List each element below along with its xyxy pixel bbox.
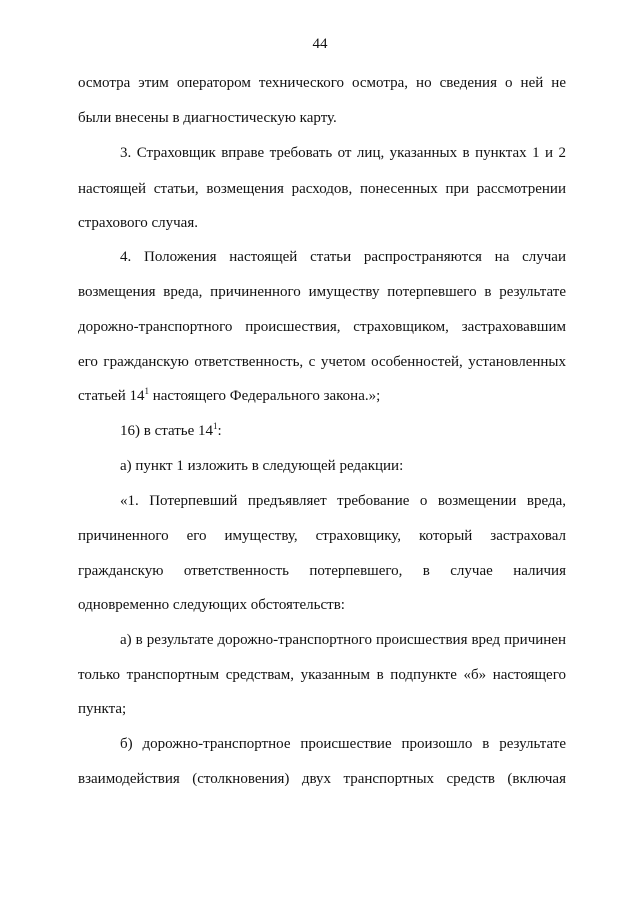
text-fragment: : (217, 423, 222, 439)
superscript: 1 (144, 386, 149, 396)
text-line: осмотра этим оператором технического осмотра, но сведения о ней не (78, 75, 566, 91)
text-line: а) в результате дорожно-транспортного происшествия вред причинен (120, 632, 566, 648)
text-line: 3. Страховщик вправе требовать от лиц, указанных в пунктах 1 и 2 (120, 145, 566, 161)
text-line: пункта; (78, 701, 127, 717)
text-line: были внесены в диагностическую карту. (78, 110, 337, 126)
text-fragment: статьей 14 (78, 388, 145, 404)
text-line: б) дорожно-транспортное происшествие произошло в результате (120, 736, 566, 752)
text-fragment: настоящего Федерального закона.»; (149, 388, 381, 404)
text-line: «1. Потерпевший предъявляет требование о возмещении вреда, (120, 493, 566, 509)
text-line: а) пункт 1 изложить в следующей редакции: (120, 458, 404, 474)
text-line: взаимодействия (столкновения) двух транспортных средств (включая (78, 771, 566, 787)
text-line: возмещения вреда, причиненного имуществу потерпевшего в результате (78, 284, 566, 300)
text-line: только транспортным средствам, указанным в подпункте «б» настоящего (78, 667, 566, 683)
superscript: 1 (213, 421, 218, 431)
text-line: одновременно следующих обстоятельств: (78, 597, 345, 613)
text-fragment: 16) в статье 14 (120, 423, 214, 439)
text-line (120, 422, 608, 441)
text-line: дорожно-транспортного происшествия, страховщиком, застраховавшим (78, 319, 566, 335)
text-line: страхового случая. (78, 215, 198, 231)
text-line: гражданскую ответственность потерпевшего, в случае наличия (78, 563, 566, 579)
text-line: причиненного его имуществу, страховщику, который застраховал (78, 528, 566, 544)
page-number: 44 (312, 36, 328, 52)
text-line: настоящей статьи, возмещения расходов, понесенных при рассмотрении (78, 181, 566, 197)
text-line: 4. Положения настоящей статьи распространяются на случаи (120, 249, 566, 265)
text-line (78, 387, 566, 406)
text-line: его гражданскую ответственность, с учетом особенностей, установленных (78, 354, 566, 370)
